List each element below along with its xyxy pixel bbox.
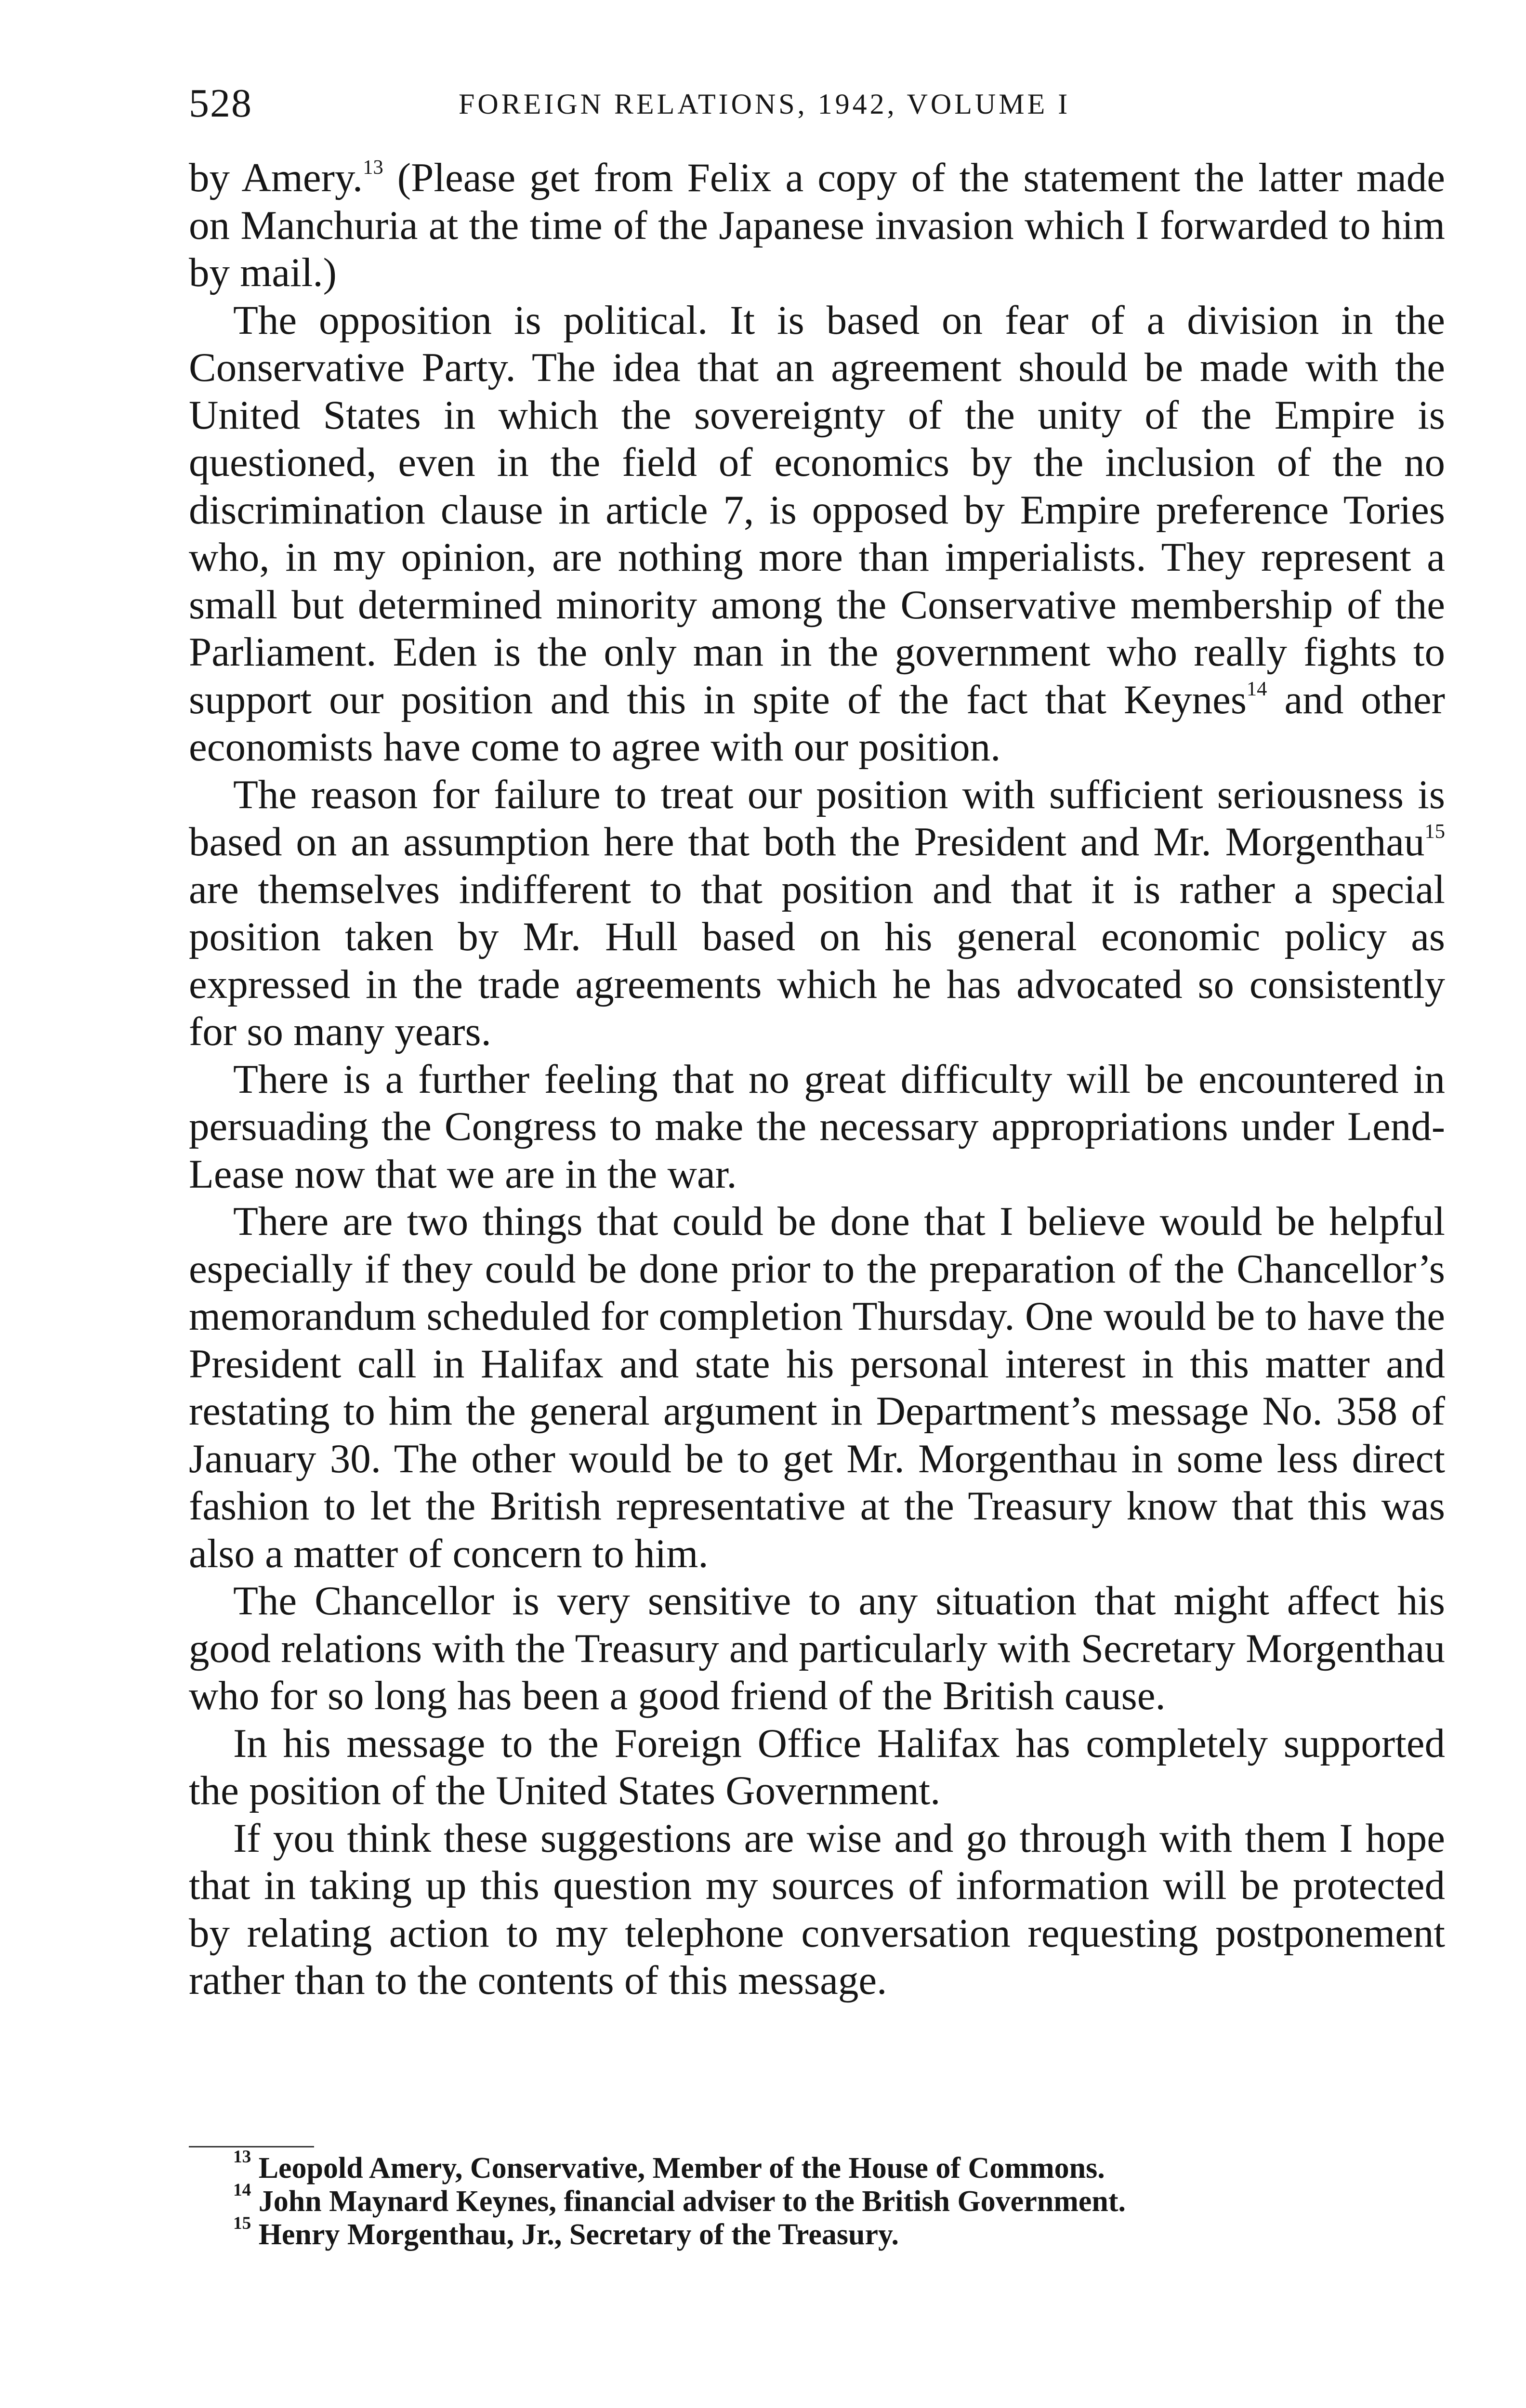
footnote-15: $^{15}$ Henry Morgenthau, Jr., Secretary of the Treasury. <box>233 2213 899 2251</box>
paragraph-2: The opposition is political. It is based on fear of a division in the Conservative Party. The idea that an agreement should be made with the United States in which the sovereignty of the unity of the Empire is questioned, even in the field of economics by the inclusion of the no discrimination clause in article 7, is opposed by Empire preference Tories who, in my opinion, are nothing more than imperialists. They represent a small but determined minority among the Conservative membership of the Parliament. Eden is the only man in the government who really fights to support our position and this in spite of the fact that Keynes$^{14}$ and other economists have come to agree with our position. <box>189 297 1445 770</box>
paragraph-7: In his message to the Foreign Office Halifax has completely supported the position of the United States Government. <box>189 1720 1445 1813</box>
footnote-14: $^{14}$ John Maynard Keynes, financial adviser to the British Government. <box>233 2180 1126 2218</box>
footnote-ref-13: 13 <box>363 156 383 179</box>
paragraph-1: by Amery.$^{13}$ (Please get from Felix a copy of the statement the latter made on Manchuria at the time of the Japanese invasion which I forwarded to him by mail.) <box>189 155 1445 295</box>
paragraph-3: The reason for failure to treat our position with sufficient seriousness is based on an assumption here that both the President and Mr. Morgenthau$^{15}$ are themselves indifferent to that position and that it is rather a special position taken by Mr. Hull based on his general economic policy as expressed in the trade agreements which he has advocated so consistently for so many years. <box>189 772 1445 1054</box>
running-title: FOREIGN RELATIONS, 1942, VOLUME I <box>459 88 1071 120</box>
footnotes <box>189 2147 1445 2251</box>
paragraph-6: The Chancellor is very sensitive to any situation that might affect his good relations with the Treasury and particularly with Secretary Morgenthau who for so long has been a good friend of the British cause. <box>189 1578 1445 1718</box>
page-header <box>189 75 1445 128</box>
paragraph-5: There are two things that could be done that I believe would be helpful especially if they could be done prior to the preparation of the Chancellor’s memorandum scheduled for completion Thursday. One would be to have the President call in Halifax and state his personal interest in this matter and restating to him the general argument in Department’s message No. 358 of January 30. The other would be to get Mr. Morgenthau in some less direct fashion to let the British representative at the Treasury know that this was also a matter of concern to him. <box>189 1199 1445 1576</box>
paragraph-4: There is a further feeling that no great difficulty will be encountered in persuading the Congress to make the necessary appropriations under Lend-Lease now that we are in the war. <box>189 1056 1445 1197</box>
paragraph-8: If you think these suggestions are wise and go through with them I hope that in taking up this question my sources of information will be protected by relating action to my telephone conversation requesting postponement rather than to the contents of this message. <box>189 1815 1445 2003</box>
footnote-ref-14: 14 <box>1246 678 1267 701</box>
body-text <box>189 154 1445 2004</box>
page-number: 528 <box>189 81 252 126</box>
footnote-13: $^{13}$ Leopold Amery, Conservative, Member of the House of Commons. <box>233 2147 1105 2185</box>
footnote-divider <box>189 2146 314 2147</box>
footnote-ref-15: 15 <box>1424 820 1445 843</box>
